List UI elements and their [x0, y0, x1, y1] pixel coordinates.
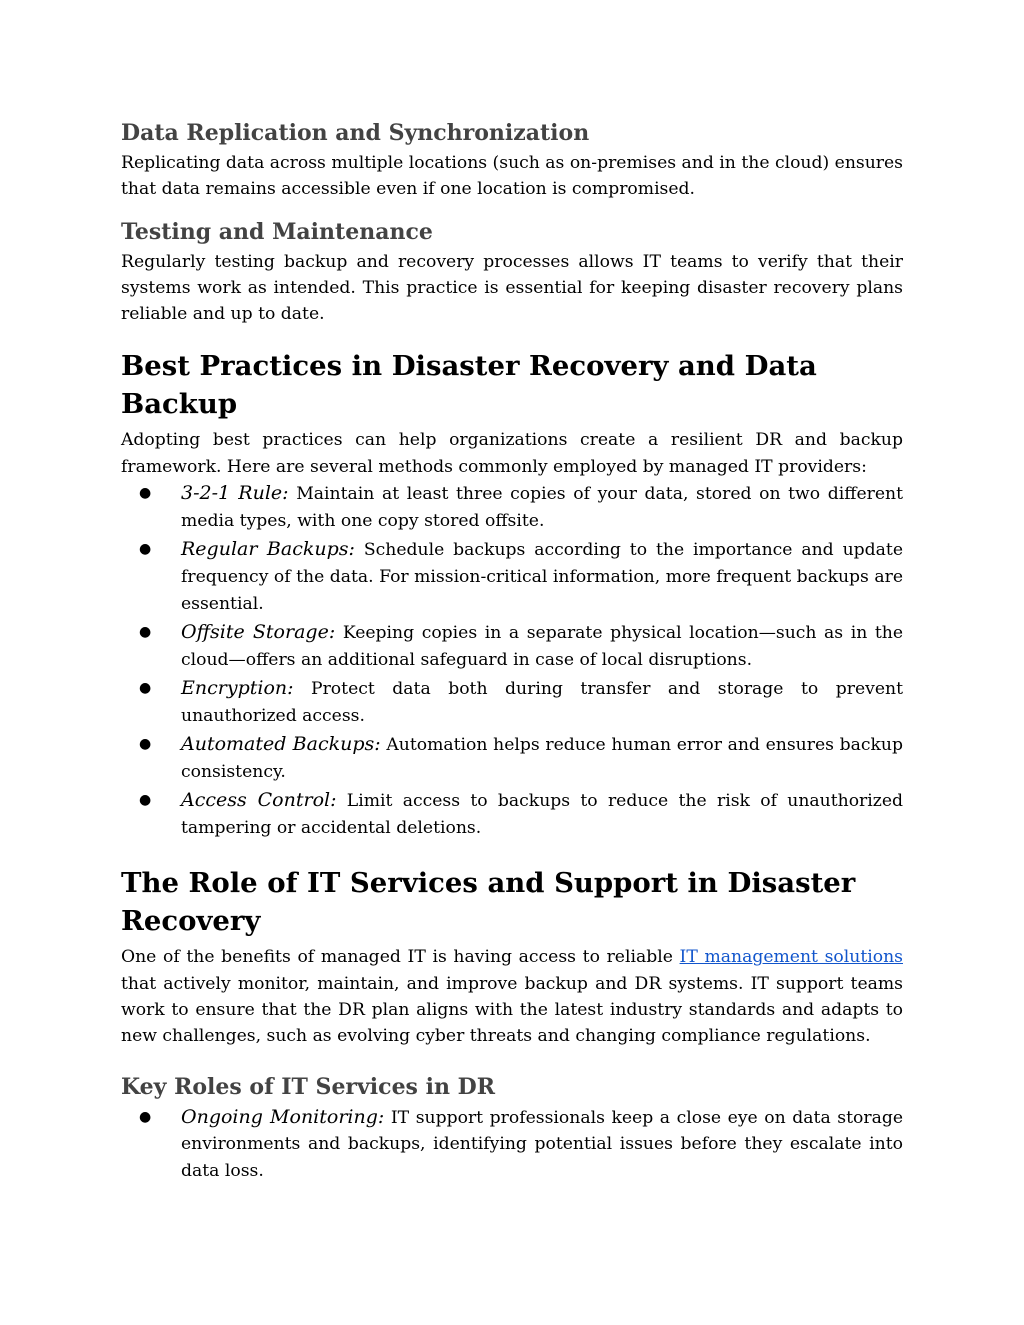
list-item-term: Automated Backups:: [181, 733, 381, 756]
list-item-text: Schedule backups according to the importance and update frequency of the data. For mission-critical information, more frequent backups are essential.: [181, 540, 903, 614]
list-item-term: Ongoing Monitoring:: [181, 1105, 385, 1128]
replication-body: Replicating data across multiple locations (such as on-premises and in the cloud) ensures that data remains accessible even if one location is compromised.: [121, 153, 903, 200]
role-body: One of the benefits of managed IT is having access to reliable IT management solutions that actively monitor, maintain, and improve backup and DR systems. IT support teams work to ensure that the DR plan aligns with the latest industry standards and adapts to new challenges, such as evolving cyber threats and changing compliance regulations.: [121, 947, 903, 1047]
list-item-text: IT support professionals keep a close eye on data storage environments and backups, identifying potential issues before they escalate into data loss.: [181, 1107, 904, 1182]
list-item-text: Automation helps reduce human error and ensures backup consistency.: [181, 735, 903, 783]
testing-heading: Testing and Maintenance: [121, 218, 433, 245]
list-item: ● Encryption: Protect data both during transfer and storage to prevent unauthorized access.: [139, 677, 903, 726]
replication-heading: Data Replication and Synchronization: [121, 120, 590, 146]
document-content: [121, 116, 903, 1187]
list-item-term: Access Control:: [181, 789, 337, 812]
list-item: ● Ongoing Monitoring: IT support professionals keep a close eye on data storage environments and backups, identifying potential issues before they escalate into data loss.: [139, 1105, 904, 1182]
key-roles-heading: Key Roles of IT Services in DR: [121, 1073, 495, 1100]
role-heading: The Role of IT Services and Support in Disaster Recovery: [121, 867, 856, 938]
testing-body: Regularly testing backup and recovery processes allows IT teams to verify that their systems work as intended. This practice is essential for keeping disaster recovery plans reliable and up to date.: [121, 251, 903, 325]
best-practices-heading: Best Practices in Disaster Recovery and Data Backup: [121, 350, 817, 421]
list-item: ● Automated Backups: Automation helps reduce human error and ensures backup consistency.: [139, 733, 903, 783]
key-roles-list: [121, 1104, 903, 1185]
it-management-solutions-link[interactable]: IT management solutions: [679, 947, 903, 968]
list-item-text: Protect data both during transfer and storage to prevent unauthorized access.: [181, 679, 903, 726]
best-practices-intro: Adopting best practices can help organizations create a resilient DR and backup framework. Here are several methods commonly employed by managed IT providers:: [121, 430, 903, 477]
list-item: ● Offsite Storage: Keeping copies in a separate physical location—such as in the cloud—offers an additional safeguard in case of local disruptions.: [139, 621, 903, 670]
list-item-term: 3-2-1 Rule:: [181, 482, 289, 505]
list-item-text: Limit access to backups to reduce the risk of unauthorized tampering or accidental deletions.: [181, 791, 903, 839]
list-item: ● Access Control: Limit access to backups to reduce the risk of unauthorized tampering or accidental deletions.: [139, 789, 903, 839]
list-item: ● Regular Backups: Schedule backups according to the importance and update frequency of the data. For mission-critical information, more frequent backups are essential.: [139, 538, 903, 614]
list-item-text: Keeping copies in a separate physical location—such as in the cloud—offers an additional safeguard in case of local disruptions.: [181, 623, 903, 670]
list-item-term: Encryption:: [181, 677, 294, 700]
list-item-text: Maintain at least three copies of your data, stored on two different media types, with one copy stored offsite.: [181, 484, 903, 531]
list-item-term: Offsite Storage:: [181, 621, 336, 644]
list-item: ● 3-2-1 Rule: Maintain at least three copies of your data, stored on two different media types, with one copy stored offsite.: [139, 482, 903, 531]
best-practices-list: [121, 480, 903, 842]
list-item-term: Regular Backups:: [181, 538, 355, 561]
